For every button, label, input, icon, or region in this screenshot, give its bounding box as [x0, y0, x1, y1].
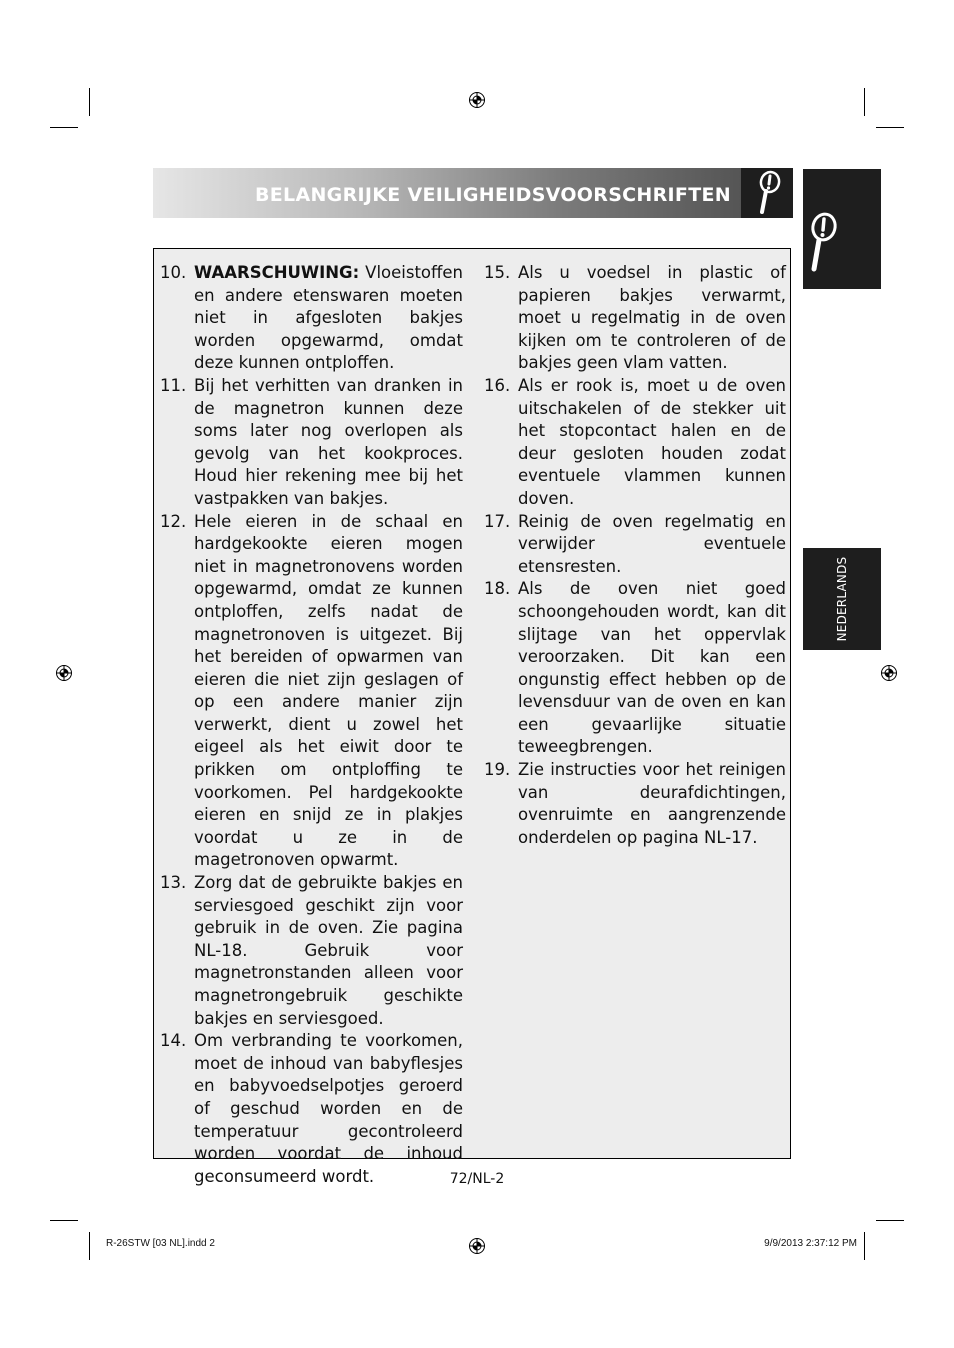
- registration-mark-icon: [55, 664, 73, 682]
- item-number: 10.: [160, 263, 187, 282]
- list-item: [160, 511, 463, 873]
- print-slug-date: 9/9/2013 2:37:12 PM: [764, 1238, 857, 1249]
- registration-mark-icon: [468, 91, 486, 109]
- item-number: 14.: [160, 1031, 187, 1051]
- registration-mark-icon: [880, 664, 898, 682]
- list-item: [484, 578, 786, 759]
- item-number: 17.: [484, 511, 511, 531]
- item-number: 13.: [160, 873, 187, 893]
- list-item: [484, 375, 786, 511]
- item-number: 15.: [484, 263, 511, 282]
- crop-mark: [89, 1232, 90, 1260]
- list-item: [160, 375, 463, 511]
- crop-mark: [50, 127, 78, 128]
- crop-mark: [876, 1220, 904, 1221]
- crop-mark: [864, 1232, 865, 1260]
- item-text: Zie instructies voor het reinigen van deurafdichtingen, ovenruimte en aangrenzende onderdelen op pagina NL-17.: [518, 760, 786, 847]
- language-label: NEDERLANDS: [835, 556, 849, 642]
- page-number: 72/NL-2: [449, 1171, 505, 1187]
- item-text: Vloeistoffen en andere etenswaren moeten niet in afgesloten bakjes worden opgewarmd, omdat deze kunnen ontploffen.: [194, 263, 463, 373]
- item-number: 12.: [160, 511, 187, 531]
- section-title: BELANGRIJKE VEILIGHEIDSVOORSCHRIFTEN: [255, 184, 731, 206]
- left-column: [160, 262, 463, 1188]
- item-text: Hele eieren in de schaal en hardgekookte eieren mogen niet in magnetronovens worden opgewarmd, omdat ze kunnen ontploffen, zelfs nadat de magnetronoven is uitgezet. Bij het bereiden of opwarmen van eieren die niet zijn geslagen of op een andere manier zijn verwerkt, dient u zowel het eigeel als het eiwit door te prikken om ontploffing te voorkomen. Pel hardgekookte eieren en snijd ze in plakjes voordat u ze in de magetronoven opwarmt.: [194, 511, 463, 870]
- crop-mark: [864, 88, 865, 116]
- registration-mark-icon: [468, 1237, 486, 1255]
- header-icon-box: [741, 168, 793, 218]
- item-text: Als de oven niet goed schoongehouden wordt, kan dit slijtage van het oppervlak veroorzaken. Dit kan een ongunstig effect hebben op de levensduur van de oven en kan een gevaarlijke situatie teweegbrengen.: [518, 579, 786, 757]
- exclamation-magnifier-icon: [741, 168, 793, 218]
- side-icon-box: [803, 169, 881, 289]
- item-text: Reinig de oven regelmatig en verwijder eventuele etensresten.: [518, 511, 786, 576]
- item-number: 18.: [484, 579, 511, 599]
- list-item: [160, 872, 463, 1030]
- print-slug-file: R-26STW [03 NL].indd 2: [106, 1238, 215, 1249]
- crop-mark: [50, 1220, 78, 1221]
- list-item: [484, 511, 786, 579]
- list-item: [160, 262, 463, 375]
- language-tab: [803, 548, 881, 650]
- warning-label: WAARSCHUWING:: [194, 263, 360, 282]
- item-number: 19.: [484, 760, 511, 780]
- item-number: 11.: [160, 375, 187, 395]
- list-item: [484, 262, 786, 375]
- item-text: Bij het verhitten van dranken in de magnetron kunnen deze soms later nog overlopen als gevolg van het kookproces. Houd hier rekening mee bij het vastpakken van bakjes.: [194, 375, 463, 508]
- item-text: Als er rook is, moet u de oven uitschakelen of de stekker uit het stopcontact halen en de deur gesloten houden zodat eventuele vlammen kunnen doven.: [518, 375, 786, 508]
- item-text: Zorg dat de gebruikte bakjes en serviesgoed geschikt zijn voor gebruik in de oven. Zie pagina NL-18. Gebruik voor magnetronstanden alleen voor magnetrongebruik geschikte bakjes en serviesgoed.: [194, 873, 463, 1028]
- item-text: Als u voedsel in plastic of papieren bakjes verwarmt, moet u regelmatig in de oven kijken om te controleren of de bakjes geen vlam vatten.: [518, 263, 786, 373]
- exclamation-magnifier-icon: [803, 169, 881, 289]
- list-item: [160, 1030, 463, 1188]
- right-column: [484, 262, 786, 849]
- list-item: [484, 759, 786, 849]
- item-text: Om verbranding te voorkomen, moet de inhoud van babyflesjes en babyvoedselpotjes geroerd of geschud worden en de temperatuur gecontroleerd worden voordat de inhoud geconsumeerd wordt.: [194, 1031, 463, 1186]
- crop-mark: [876, 127, 904, 128]
- item-number: 16.: [484, 375, 511, 395]
- crop-mark: [89, 88, 90, 116]
